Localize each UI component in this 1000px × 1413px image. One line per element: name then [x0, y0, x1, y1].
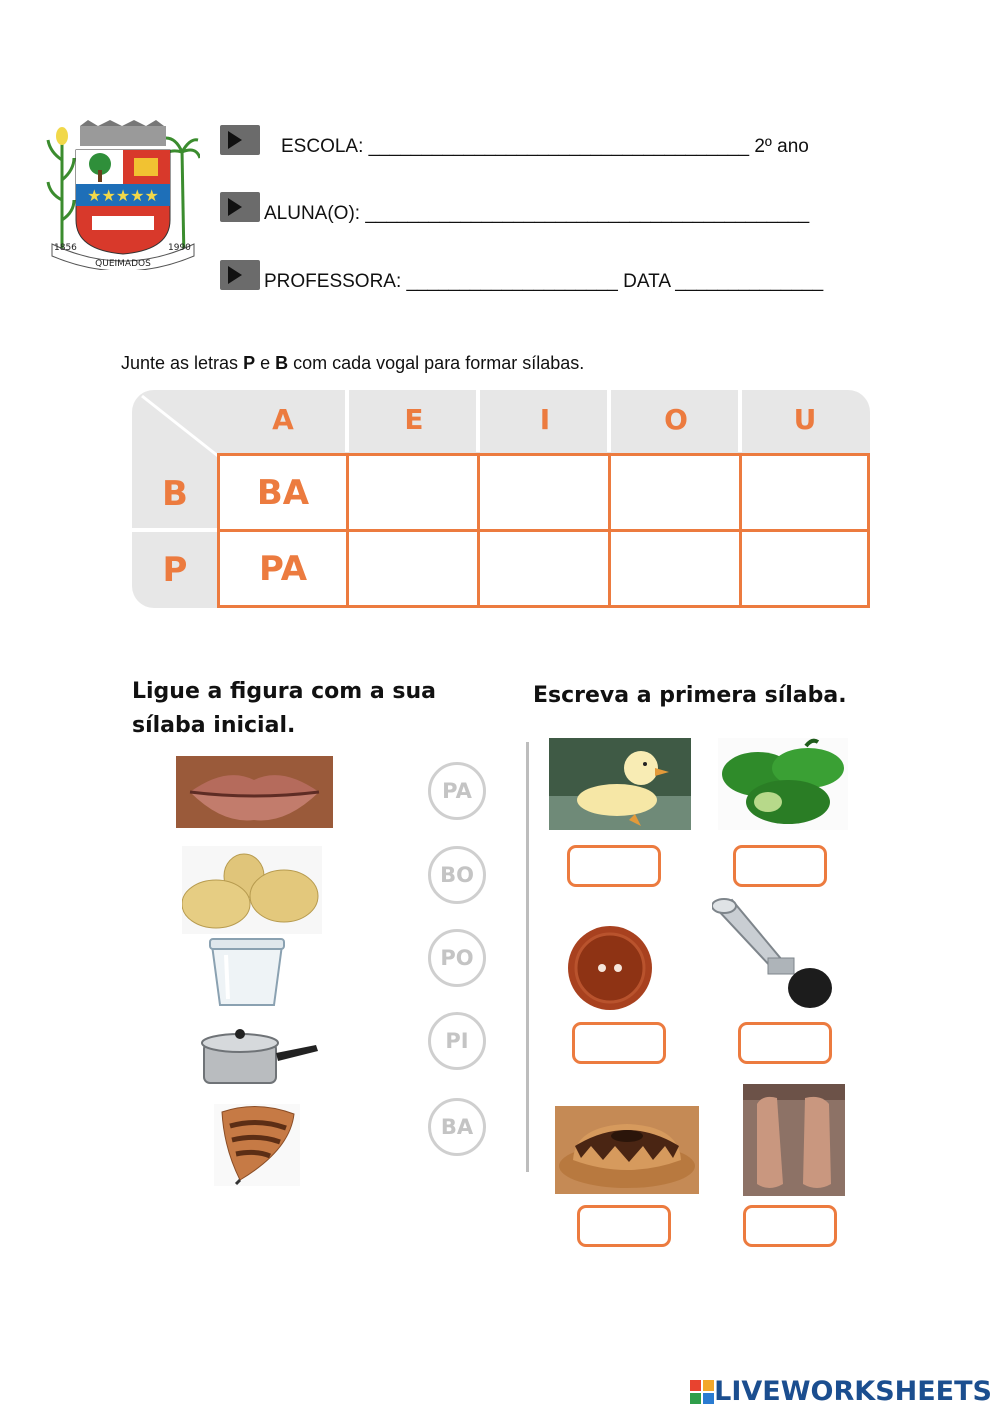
- duckling-picture: [549, 738, 691, 830]
- aluno-label: ALUNA(O):: [264, 203, 361, 224]
- play-arrow-icon: [220, 192, 260, 222]
- horn-picture: [712, 898, 834, 1012]
- plastic-pot-picture: [206, 935, 288, 1009]
- cell-b-i[interactable]: [477, 453, 611, 532]
- feet-picture: [743, 1084, 845, 1196]
- syllable-option-pi[interactable]: PI: [428, 1012, 486, 1070]
- crest-year-left: 1856: [54, 243, 77, 253]
- cell-p-a: PA: [217, 529, 349, 608]
- professora-field: [264, 271, 823, 293]
- escola-label: ESCOLA:: [281, 136, 364, 157]
- municipal-crest-logo: [46, 120, 200, 270]
- aluno-line[interactable]: __________________________________________: [365, 203, 810, 224]
- answer-box-duckling[interactable]: [567, 845, 661, 887]
- aluno-field: [264, 203, 809, 225]
- cell-p-e[interactable]: [346, 529, 480, 608]
- potatoes-picture: [182, 846, 322, 934]
- svg-text:★★★★★: ★★★★★: [87, 186, 159, 205]
- vowel-header-e: E: [404, 403, 424, 436]
- section-divider: [526, 742, 529, 1172]
- answer-box-button[interactable]: [572, 1022, 666, 1064]
- grade-label: 2º ano: [754, 136, 809, 157]
- liveworksheets-icon: [690, 1380, 714, 1404]
- crest-year-right: 1990: [168, 243, 191, 253]
- play-arrow-icon: [220, 260, 260, 290]
- syllable-option-bo[interactable]: BO: [428, 846, 486, 904]
- vowel-header-u: U: [793, 403, 817, 436]
- green-peppers-picture: [718, 738, 848, 830]
- cell-p-u[interactable]: [739, 529, 870, 608]
- liveworksheets-wordmark: LIVEWORKSHEETS: [714, 1376, 992, 1407]
- row-header-p: P: [162, 550, 188, 590]
- play-arrow-icon: [220, 125, 260, 155]
- syllable-option-po[interactable]: PO: [428, 929, 486, 987]
- cell-p-i[interactable]: [477, 529, 611, 608]
- table-divider: [132, 528, 218, 532]
- cell-b-u[interactable]: [739, 453, 870, 532]
- vowel-header-a: A: [272, 403, 294, 436]
- escola-line[interactable]: ____________________________________: [368, 136, 750, 157]
- data-line[interactable]: ______________: [675, 271, 824, 292]
- syllable-option-ba[interactable]: BA: [428, 1098, 486, 1156]
- liveworksheets-logo[interactable]: [690, 1376, 992, 1407]
- cell-p-o[interactable]: [608, 529, 742, 608]
- write-section-title: Escreva a primera sílaba.: [533, 683, 847, 708]
- cake-picture: [555, 1106, 699, 1194]
- answer-box-cake[interactable]: [577, 1205, 671, 1247]
- vowel-header-i: I: [539, 403, 551, 436]
- spinning-top-picture: [214, 1104, 300, 1186]
- saucepan-picture: [200, 1025, 320, 1089]
- professora-line[interactable]: ____________________: [406, 271, 618, 292]
- instruction-text: Junte as letras P e B com cada vogal para formar sílabas.: [121, 353, 585, 373]
- table-corner-diagonal: [132, 390, 222, 460]
- syllable-option-pa[interactable]: PA: [428, 762, 486, 820]
- button-picture: [566, 924, 654, 1012]
- cell-b-a: BA: [217, 453, 349, 532]
- lips-picture: [176, 756, 333, 828]
- professora-label: PROFESSORA:: [264, 271, 402, 292]
- match-section-title: Ligue a figura com a sua sílaba inicial.: [132, 679, 436, 738]
- answer-box-horn[interactable]: [738, 1022, 832, 1064]
- crest-motto: QUEIMADOS: [95, 259, 151, 269]
- cell-b-e[interactable]: [346, 453, 480, 532]
- escola-field: [281, 136, 809, 158]
- answer-box-feet[interactable]: [743, 1205, 837, 1247]
- answer-box-peppers[interactable]: [733, 845, 827, 887]
- cell-b-o[interactable]: [608, 453, 742, 532]
- row-header-b: B: [162, 474, 188, 514]
- data-label: DATA: [623, 271, 670, 292]
- vowel-header-o: O: [664, 403, 688, 436]
